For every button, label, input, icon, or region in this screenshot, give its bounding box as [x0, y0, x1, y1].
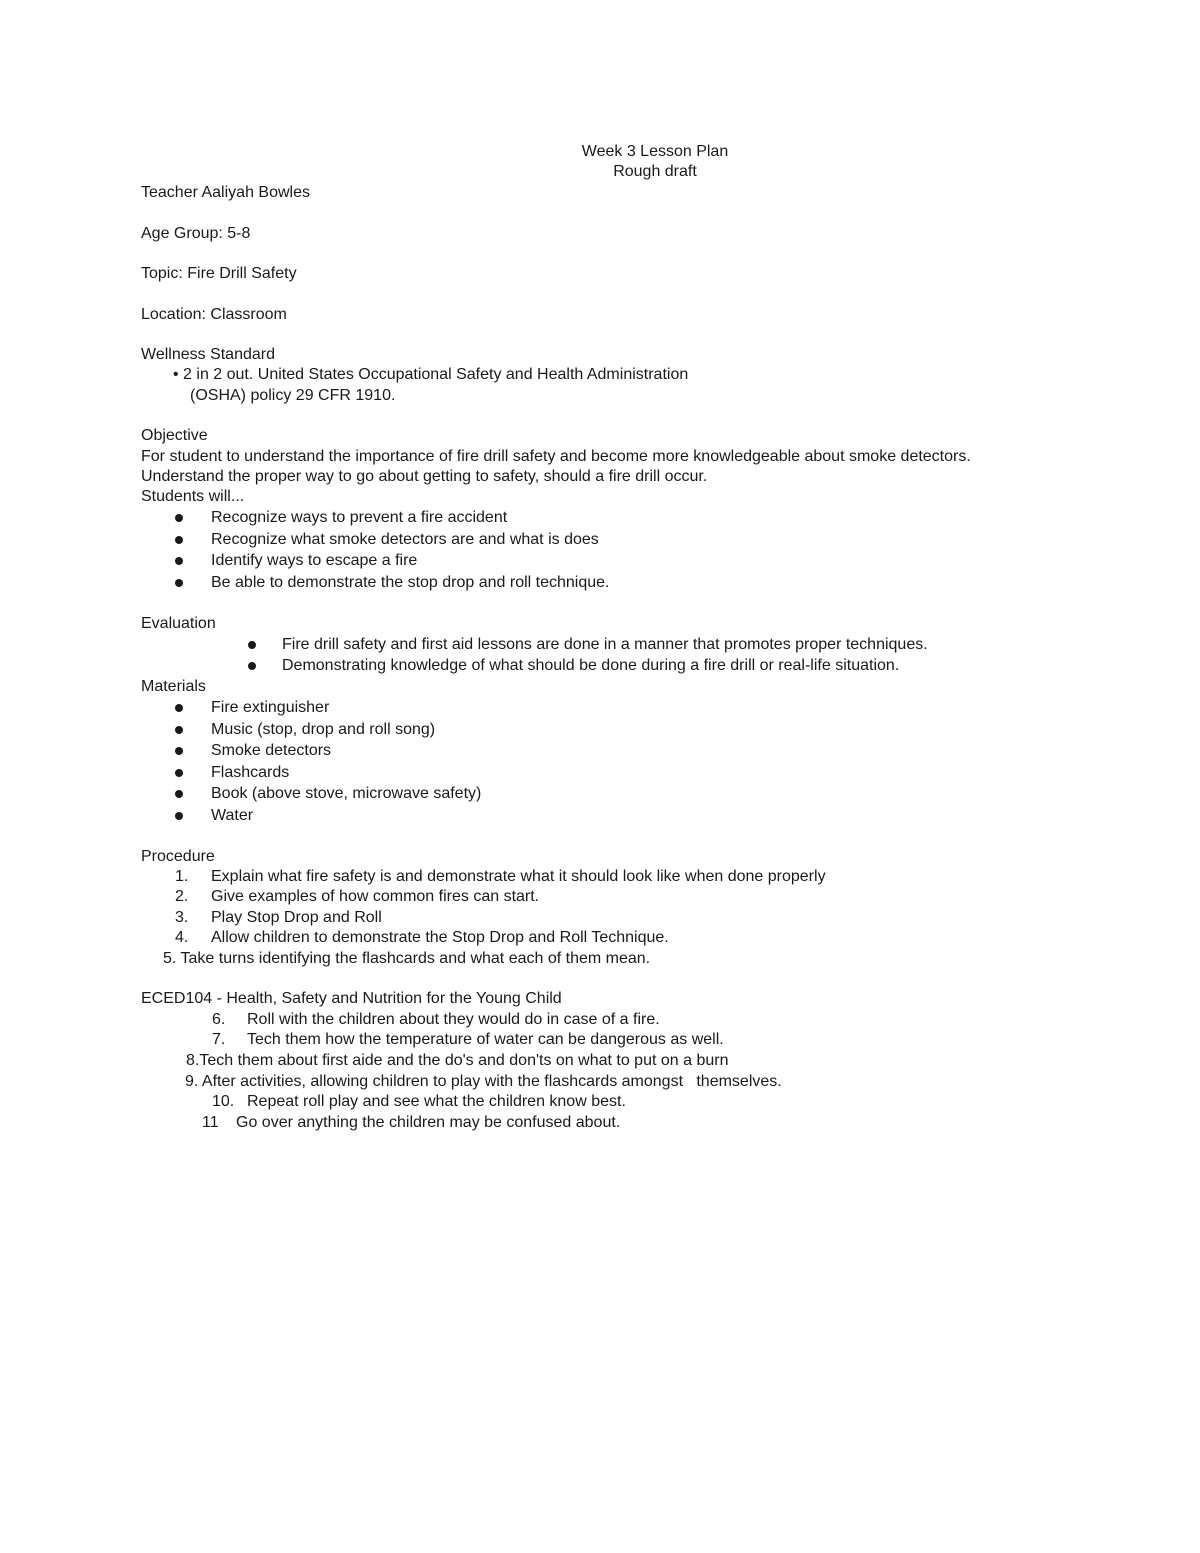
bullet-icon — [175, 536, 183, 544]
page-subtitle: Rough draft — [613, 163, 697, 180]
objective-line1: For student to understand the importance of fire drill safety and become more knowledgeable about smoke detectors. — [141, 448, 971, 465]
location: Location: Classroom — [141, 306, 287, 323]
course-item-text: Repeat roll play and see what the children know best. — [247, 1093, 626, 1110]
course-item-text: Go over anything the children may be confused about. — [236, 1114, 621, 1131]
materials-item: Book (above stove, microwave safety) — [211, 785, 482, 802]
age-group: Age Group: 5-8 — [141, 225, 251, 242]
objective-item: Recognize ways to prevent a fire accident — [211, 509, 508, 526]
course-item-text: Roll with the children about they would do in case of a fire. — [247, 1011, 660, 1028]
procedure-item-text: Allow children to demonstrate the Stop Drop and Roll Technique. — [211, 929, 669, 946]
bullet-icon — [175, 557, 183, 565]
objective-heading: Objective — [141, 427, 208, 444]
course-heading: ECED104 - Health, Safety and Nutrition for the Young Child — [141, 990, 562, 1007]
evaluation-item: Fire drill safety and first aid lessons are done in a manner that promotes proper techniques. — [282, 636, 928, 653]
objective-item: Identify ways to escape a fire — [211, 552, 418, 569]
bullet-icon — [248, 662, 256, 670]
materials-item: Smoke detectors — [211, 742, 332, 759]
procedure-item-text: Explain what fire safety is and demonstrate what it should look like when done properly — [211, 868, 826, 885]
materials-item: Music (stop, drop and roll song) — [211, 721, 436, 738]
bullet-icon — [175, 769, 183, 777]
wellness-item-line1: • 2 in 2 out. United States Occupational Safety and Health Administration — [173, 366, 689, 383]
evaluation-item: Demonstrating knowledge of what should be done during a fire drill or real-life situation. — [282, 657, 900, 674]
wellness-item-line2: (OSHA) policy 29 CFR 1910. — [190, 387, 396, 404]
bullet-icon — [175, 790, 183, 798]
bullet-icon — [175, 812, 183, 820]
teacher-name: Teacher Aaliyah Bowles — [141, 184, 310, 201]
course-item-number: 7. — [212, 1031, 226, 1048]
bullet-icon — [175, 747, 183, 755]
course-item-number: 6. — [212, 1011, 226, 1028]
course-item-8: 8.Tech them about first aide and the do's and don'ts on what to put on a burn — [186, 1052, 729, 1069]
materials-item: Fire extinguisher — [211, 699, 330, 716]
topic: Topic: Fire Drill Safety — [141, 265, 297, 282]
bullet-icon — [248, 641, 256, 649]
procedure-item-number: 4. — [175, 929, 189, 946]
bullet-icon — [175, 704, 183, 712]
course-item-9: 9. After activities, allowing children to play with the flashcards amongst themselves. — [185, 1073, 782, 1090]
objective-item: Be able to demonstrate the stop drop and roll technique. — [211, 574, 610, 591]
procedure-item-text: Play Stop Drop and Roll — [211, 909, 382, 926]
bullet-icon — [175, 579, 183, 587]
procedure-item-number: 1. — [175, 868, 189, 885]
objective-item: Recognize what smoke detectors are and what is does — [211, 531, 599, 548]
materials-heading: Materials — [141, 678, 206, 695]
materials-item: Flashcards — [211, 764, 290, 781]
bullet-icon — [175, 726, 183, 734]
page-title: Week 3 Lesson Plan — [581, 143, 729, 160]
wellness-heading: Wellness Standard — [141, 346, 275, 363]
procedure-item-number: 3. — [175, 909, 189, 926]
course-item-text: Tech them how the temperature of water can be dangerous as well. — [247, 1031, 724, 1048]
procedure-item-number: 2. — [175, 888, 189, 905]
evaluation-heading: Evaluation — [141, 615, 216, 632]
materials-item: Water — [211, 807, 254, 824]
objective-line3: Students will... — [141, 488, 245, 505]
procedure-item-5: 5. Take turns identifying the flashcards and what each of them mean. — [163, 950, 651, 967]
procedure-item-text: Give examples of how common fires can start. — [211, 888, 540, 905]
objective-line2: Understand the proper way to go about getting to safety, should a fire drill occur. — [141, 468, 708, 485]
course-item-number: 11 — [202, 1114, 219, 1131]
course-item-number: 10. — [212, 1093, 235, 1110]
procedure-heading: Procedure — [141, 848, 215, 865]
bullet-icon — [175, 514, 183, 522]
